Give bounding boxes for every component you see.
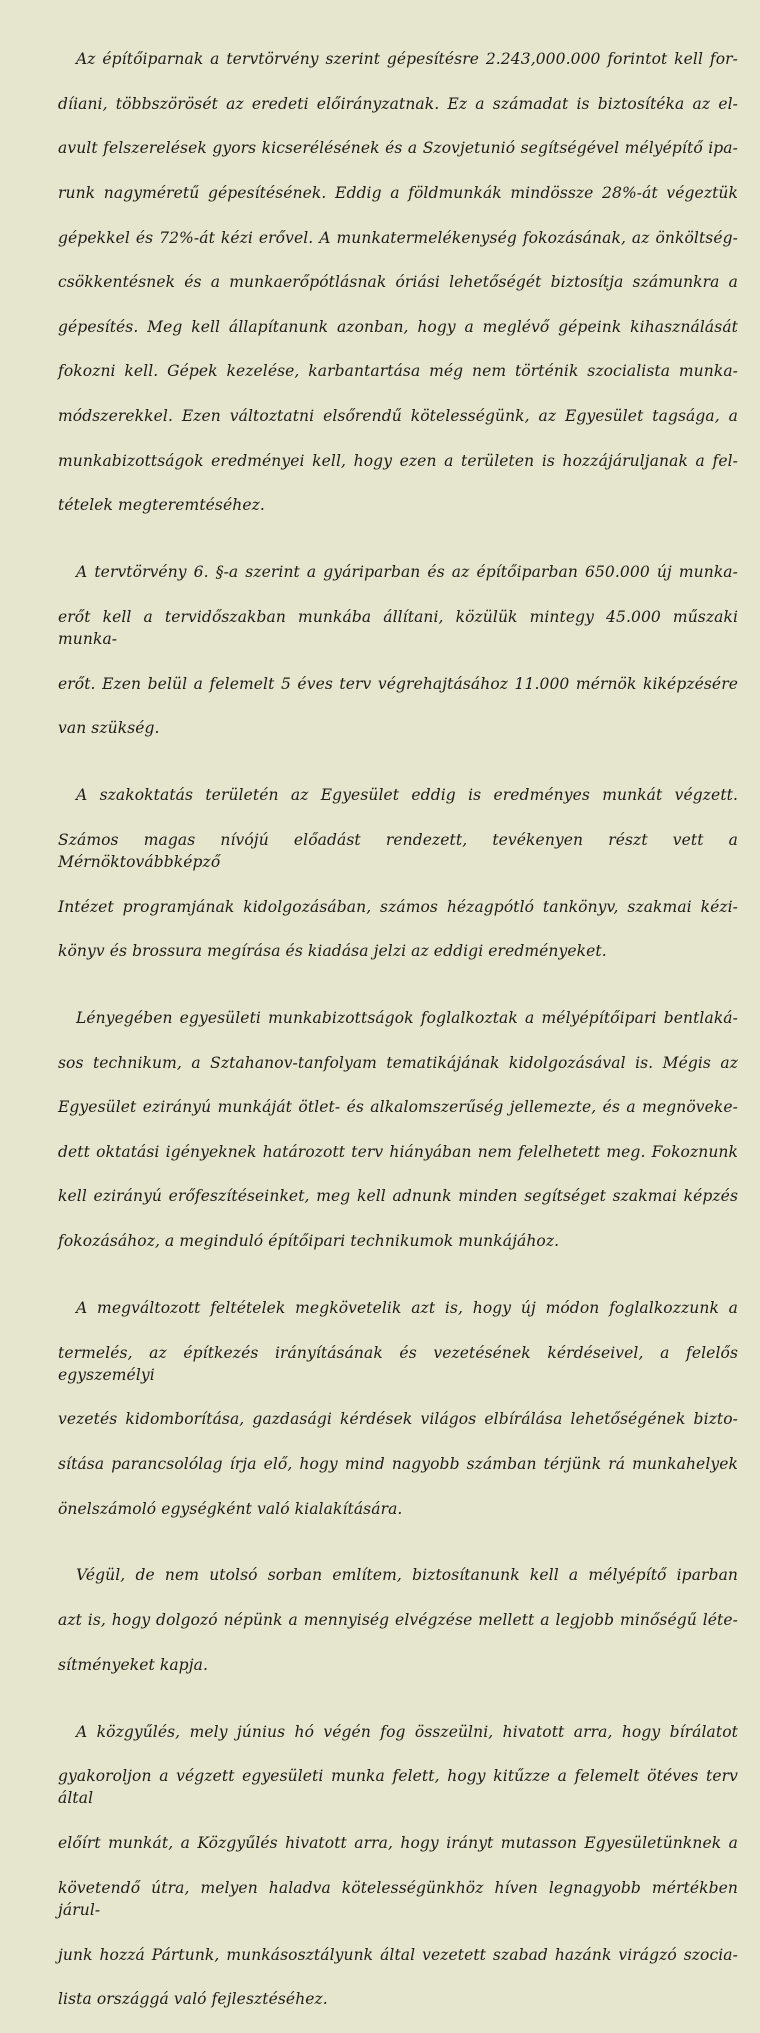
line: A tervtörvény 6. §-a szerint a gyáriparban és az építőiparban 650.000 új munka- xyxy=(76,563,738,582)
line: csökkentésnek és a munkaerőpótlásnak óriási lehetőségét biztosítja számunkra a xyxy=(58,273,738,292)
line: A közgyűlés, mely június hó végén fog összeülni, hivatott arra, hogy bírálatot xyxy=(76,1722,738,1741)
paragraph-general-assembly xyxy=(58,1698,738,2032)
line: van szükség. xyxy=(58,719,160,738)
line: Intézet programjának kidolgozásában, számos hézagpótló tankönyv, szakmai kézi- xyxy=(58,897,738,916)
line: Számos magas nívójú előadást rendezett, tevékenyen részt vett a Mérnöktovábbképző xyxy=(58,830,738,871)
line: gyakoroljon a végzett egyesületi munka felett, hogy kitűzze a felemelt ötéves terv által xyxy=(58,1767,738,1808)
line: Végül, de nem utolsó sorban említem, biztosítanunk kell a mélyépítő iparban xyxy=(76,1566,738,1585)
paragraph-committees xyxy=(58,985,738,1275)
line: díiani, többszörösét az eredeti előirányzatnak. Ez a számadat is biztosítéka az el- xyxy=(58,94,738,113)
line: gépekkel és 72%-át kézi erővel. A munkatermelékenység fokozásának, az önköltség- xyxy=(58,228,738,247)
line: önelszámoló egységként való kialakítására. xyxy=(58,1499,403,1518)
line: Egyesület ezirányú munkáját ötlet- és alkalomszerűség jellemezte, és a megnöveke- xyxy=(58,1098,738,1117)
paragraph-text xyxy=(58,26,738,539)
line: könyv és brossura megírása és kiadása jelzi az eddigi eredményeket. xyxy=(58,942,607,961)
paragraph-workforce xyxy=(58,539,738,762)
line: munkabizottságok eredményei kell, hogy ezen a területen is hozzájáruljanak a fel- xyxy=(58,451,738,470)
line: A megváltozott feltételek megkövetelik azt is, hogy új módon foglalkozzunk a xyxy=(76,1298,738,1317)
paragraph-text xyxy=(58,762,738,985)
paragraph-education xyxy=(58,762,738,985)
line: avult felszerelések gyors kicserélésének és a Szovjetunió segítségével mélyépítő ipa- xyxy=(58,139,738,158)
line: kell ezirányú erőfeszítéseinket, meg kell adnunk minden segítséget szakmai képzés xyxy=(58,1187,738,1206)
line: Az építőiparnak a tervtörvény szerint gépesítésre 2.243,000.000 forintot kell for- xyxy=(76,50,738,69)
paragraph-quality xyxy=(58,1542,738,1698)
line: lista országgá való fejlesztéséhez. xyxy=(58,1990,328,2009)
line: gépesítés. Meg kell állapítanunk azonban, hogy a meglévő gépeink kihasználását xyxy=(58,317,738,336)
paragraph-management xyxy=(58,1275,738,1543)
line: termelés, az építkezés irányításának és vezetésének kérdéseivel, a felelős egyszemélyi xyxy=(58,1343,738,1384)
line: sítményeket kapja. xyxy=(58,1655,208,1674)
paragraph-text xyxy=(58,985,738,1275)
paragraph-text xyxy=(58,1275,738,1543)
paragraph-text xyxy=(58,1698,738,2032)
line: Lényegében egyesületi munkabizottságok foglalkoztak a mélyépítőipari bentlaká- xyxy=(76,1009,738,1028)
document-body xyxy=(58,26,738,2033)
line: sos technikum, a Sztahanov-tanfolyam tematikájának kidolgozásával is. Mégis az xyxy=(58,1053,738,1072)
line: fokozni kell. Gépek kezelése, karbantartása még nem történik szocialista munka- xyxy=(58,362,738,381)
paragraph-mechanization xyxy=(58,26,738,539)
line: erőt. Ezen belül a felemelt 5 éves terv végrehajtásához 11.000 mérnök kiképzésére xyxy=(58,674,738,693)
line: vezetés kidomborítása, gazdasági kérdések világos elbírálása lehetőségének bizto- xyxy=(58,1410,738,1429)
paragraph-text xyxy=(58,539,738,762)
line: követendő útra, melyen haladva kötelességünkhöz híven legnagyobb mértékben járul- xyxy=(58,1878,738,1919)
line: dett oktatási igényeknek határozott terv hiányában nem felelhetett meg. Fokoznunk xyxy=(58,1142,738,1161)
line: módszerekkel. Ezen változtatni elsőrendű kötelességünk, az Egyesület tagsága, a xyxy=(58,407,738,426)
paragraph-text xyxy=(58,1542,738,1698)
line: fokozásához, a meginduló építőipari technikumok munkájához. xyxy=(58,1232,560,1251)
line: sítása parancsolólag írja elő, hogy mind nagyobb számban térjünk rá munkahelyek xyxy=(58,1455,738,1473)
line: A szakoktatás területén az Egyesület eddig is eredményes munkát végzett. xyxy=(76,786,738,805)
line: tételek megteremtéséhez. xyxy=(58,496,265,515)
line: azt is, hogy dolgozó népünk a mennyiség elvégzése mellett a legjobb minőségű léte- xyxy=(58,1611,738,1630)
line: erőt kell a tervidőszakban munkába állítani, közülük mintegy 45.000 műszaki munka- xyxy=(58,607,738,649)
line: előírt munkát, a Közgyűlés hivatott arra, hogy irányt mutasson Egyesületünknek a xyxy=(58,1834,738,1853)
line: junk hozzá Pártunk, munkásosztályunk által vezetett szabad hazánk virágzó szocia- xyxy=(58,1945,738,1964)
line: runk nagyméretű gépesítésének. Eddig a földmunkák mindössze 28%-át végeztük xyxy=(58,184,738,203)
